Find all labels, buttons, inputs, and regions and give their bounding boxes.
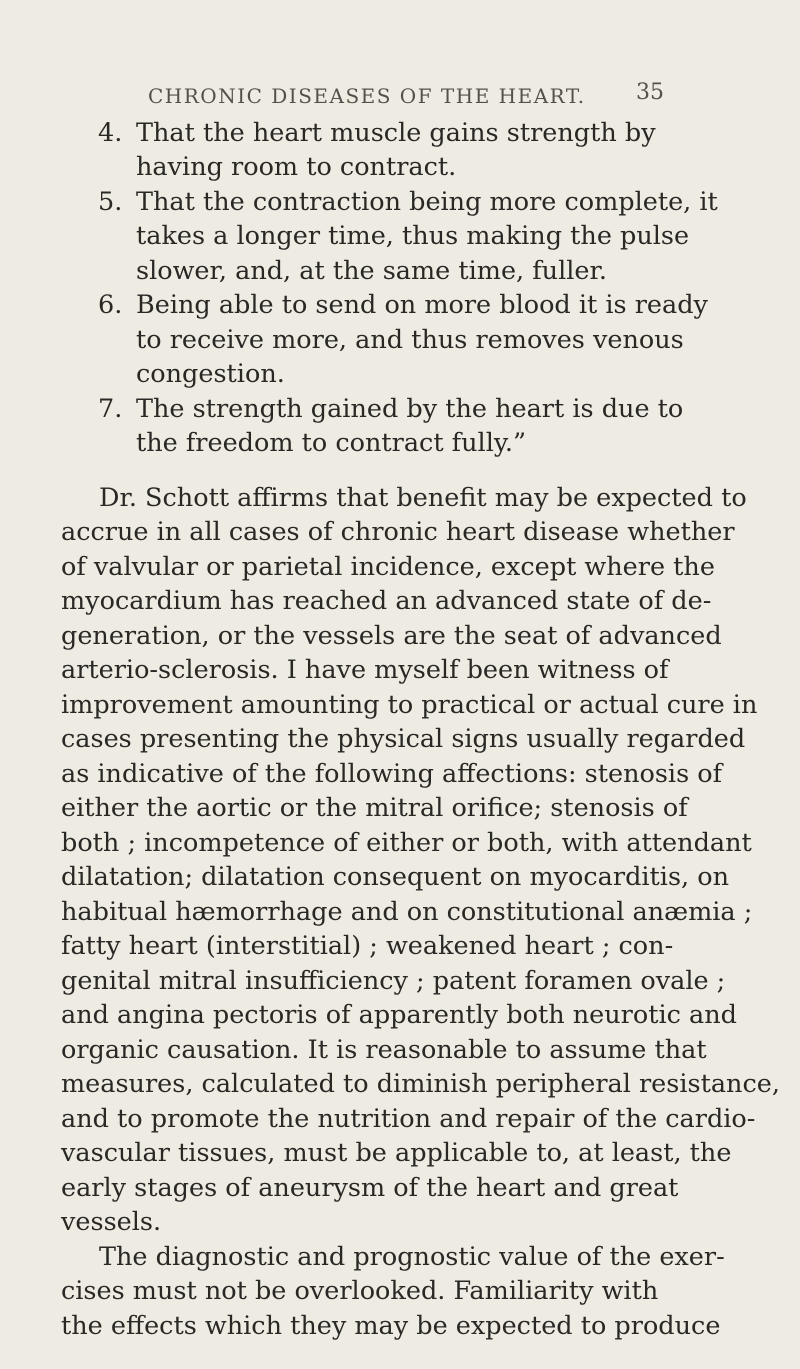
paragraph-1-line: cases presenting the physical signs usually regarded — [61, 724, 746, 754]
paragraph-2-line: the effects which they may be expected to produce — [61, 1311, 721, 1341]
paragraph-2-line: The diagnostic and prognostic value of the exer- — [99, 1242, 725, 1272]
running-head: CHRONIC DISEASES OF THE HEART. — [148, 84, 586, 108]
list-item-number: 4. — [98, 118, 123, 148]
list-item-6-line-3: congestion. — [136, 359, 285, 389]
list-item-6-line-1: 6. Being able to send on more blood it is ready — [98, 290, 708, 320]
paragraph-1-line: either the aortic or the mitral orifice; stenosis of — [61, 793, 688, 823]
list-item-7-line-1: 7. The strength gained by the heart is due to — [98, 394, 684, 424]
list-item-5-line-1: 5. That the contraction being more complete, it — [98, 187, 718, 217]
list-item-7-line-2: the freedom to contract fully.” — [136, 428, 527, 458]
paragraph-1-line: habitual hæmorrhage and on constitutional anæmia ; — [61, 897, 753, 927]
paragraph-1-line: dilatation; dilatation consequent on myocarditis, on — [61, 862, 730, 892]
paragraph-1-line: and to promote the nutrition and repair of the cardio- — [61, 1104, 756, 1134]
paragraph-1-line: genital mitral insufficiency ; patent foramen ovale ; — [61, 966, 726, 996]
list-item-5-line-2: takes a longer time, thus making the pulse — [136, 221, 690, 251]
paragraph-1-line: myocardium has reached an advanced state of de- — [61, 586, 712, 616]
list-item-number: 7. — [98, 394, 123, 424]
paragraph-1-line: and angina pectoris of apparently both neurotic and — [61, 1000, 737, 1030]
paragraph-1-line: generation, or the vessels are the seat of advanced — [61, 621, 722, 651]
paragraph-1-line: accrue in all cases of chronic heart disease whether — [61, 517, 735, 547]
paragraph-1-line: vascular tissues, must be applicable to, at least, the — [61, 1138, 732, 1168]
list-item-4-line-1: 4. That the heart muscle gains strength by — [98, 118, 656, 148]
paragraph-1-line: Dr. Schott affirms that benefit may be expected to — [99, 483, 747, 513]
page-number: 35 — [636, 80, 664, 105]
list-item-number: 5. — [98, 187, 123, 217]
list-item-number: 6. — [98, 290, 123, 320]
paragraph-1-line: improvement amounting to practical or actual cure in — [61, 690, 758, 720]
paragraph-2-line: cises must not be overlooked. Familiarity with — [61, 1276, 659, 1306]
list-item-6-line-2: to receive more, and thus removes venous — [136, 325, 684, 355]
paragraph-1-line: both ; incompetence of either or both, with attendant — [61, 828, 752, 858]
paragraph-1-line: arterio-sclerosis. I have myself been witness of — [61, 655, 669, 685]
paragraph-1-line: measures, calculated to diminish peripheral resistance, — [61, 1069, 780, 1099]
paragraph-1-line: as indicative of the following affections: stenosis of — [61, 759, 723, 789]
paragraph-1-line: vessels. — [61, 1207, 162, 1237]
list-item-4-line-2: having room to contract. — [136, 152, 457, 182]
paragraph-1-line: of valvular or parietal incidence, except where the — [61, 552, 715, 582]
paragraph-1-line: early stages of aneurysm of the heart and great — [61, 1173, 679, 1203]
list-item-5-line-3: slower, and, at the same time, fuller. — [136, 256, 608, 286]
paragraph-1-line: organic causation. It is reasonable to assume that — [61, 1035, 707, 1065]
paragraph-1-line: fatty heart (interstitial) ; weakened heart ; con- — [61, 931, 674, 961]
